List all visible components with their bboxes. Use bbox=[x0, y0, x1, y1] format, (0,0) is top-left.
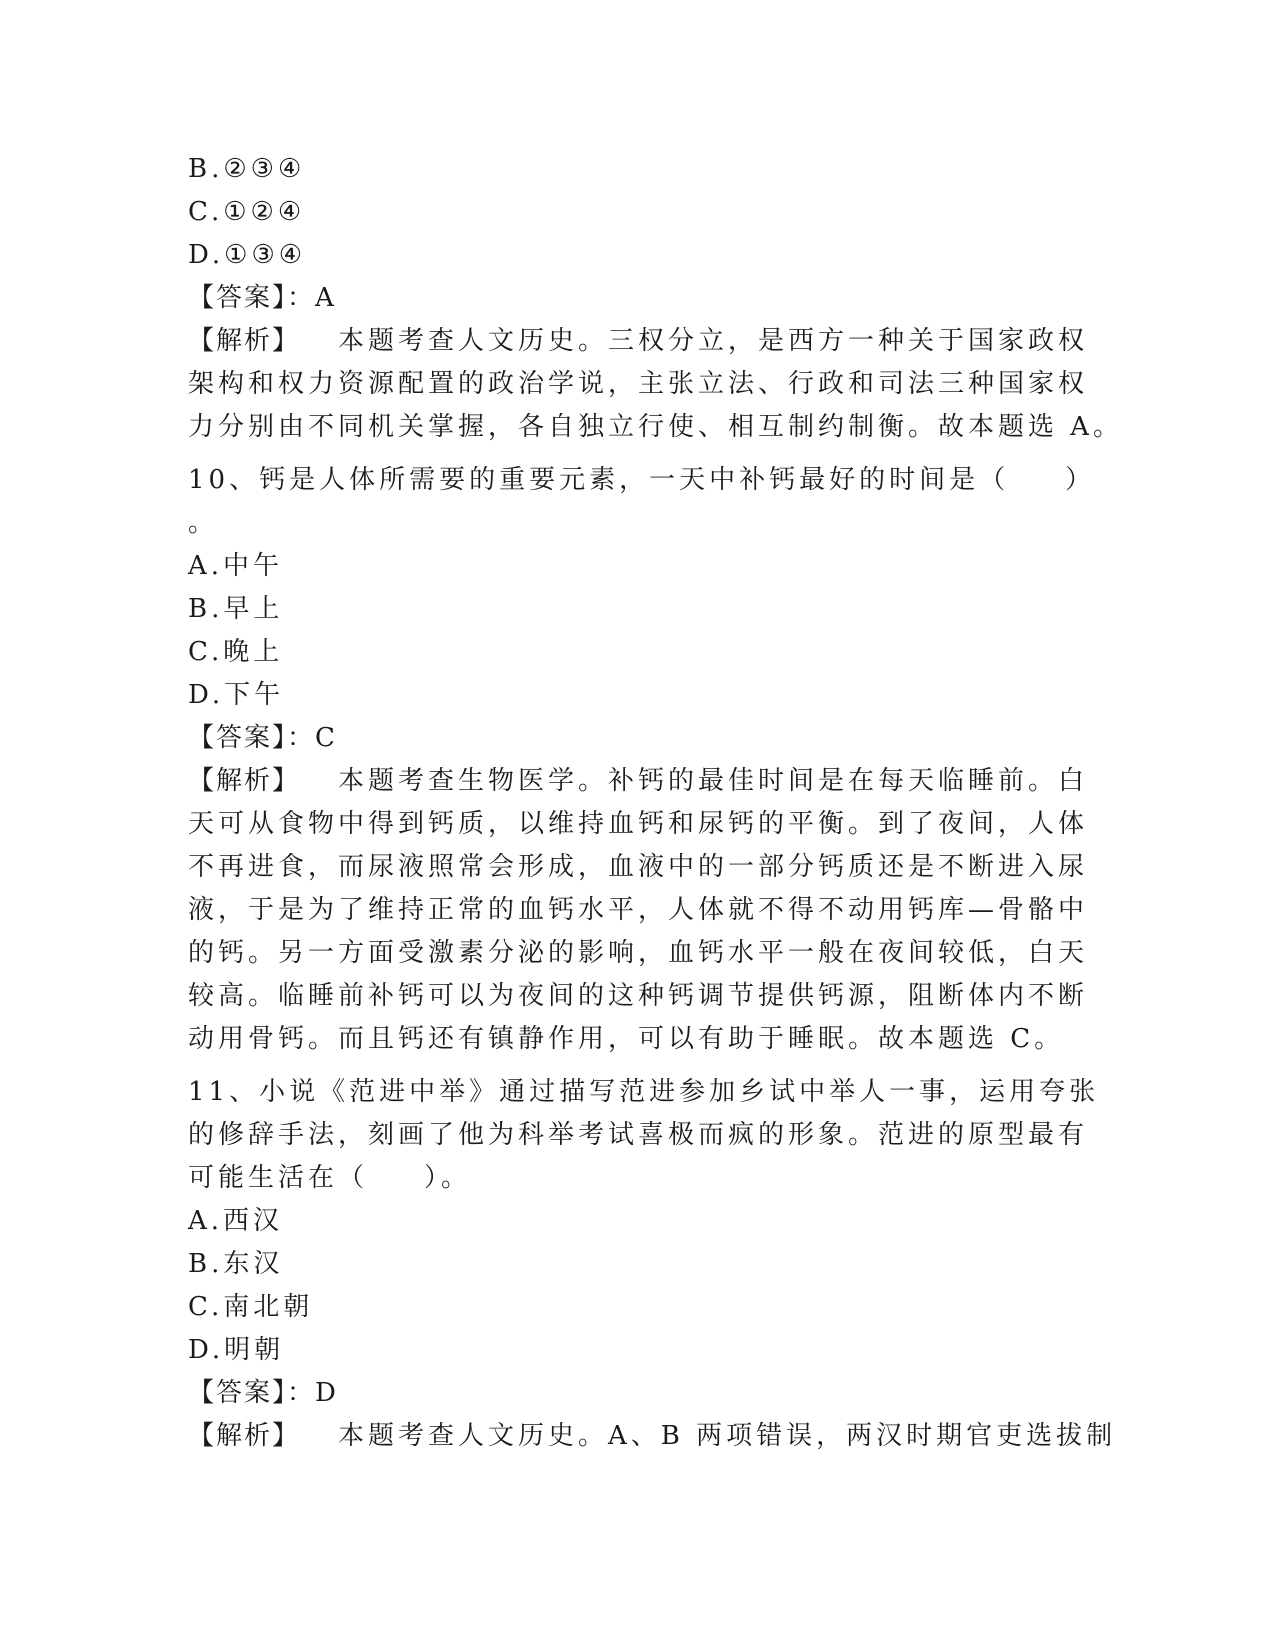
q11-analysis-line-1: 【解析】 本题考查人文历史。A、B 两项错误，两汉时期官吏选拔制 bbox=[188, 1421, 1117, 1451]
q11-question-line-3: 可能生活在（ ）。 bbox=[188, 1163, 472, 1193]
q9-option-c: C.①②④ bbox=[188, 197, 306, 227]
q11-answer bbox=[188, 1372, 1078, 1415]
q9-analysis-label: 【解析】 bbox=[188, 326, 301, 356]
q10-option-b: B.早上 bbox=[188, 594, 284, 624]
q11-answer-value: D bbox=[315, 1378, 340, 1408]
q11-option-b: B.东汉 bbox=[188, 1249, 284, 1279]
q9-answer bbox=[188, 277, 1078, 320]
q10-analysis-line-6: 较高。临睡前补钙可以为夜间的这种钙调节提供钙源，阻断体内不断 bbox=[188, 981, 1089, 1011]
q9-answer-label: 【答案】： bbox=[188, 283, 316, 313]
q11-option-d: D.明朝 bbox=[188, 1335, 285, 1365]
q9-analysis-line-1: 【解析】 本题考查人文历史。三权分立，是西方一种关于国家政权 bbox=[188, 326, 1089, 356]
q11-option-a: A.西汉 bbox=[188, 1206, 284, 1236]
q9-analysis-line-2: 架构和权力资源配置的政治学说，主张立法、行政和司法三种国家权 bbox=[188, 369, 1089, 399]
q10-analysis-line-5: 的钙。另一方面受激素分泌的影响，血钙水平一般在夜间较低，白天 bbox=[188, 938, 1089, 968]
q10-analysis-label: 【解析】 bbox=[188, 766, 301, 796]
q11-question-line-1: 11、小说《范进中举》通过描写范进参加乡试中举人一事，运用夸张 bbox=[188, 1077, 1100, 1107]
q10-option-a: A.中午 bbox=[188, 551, 284, 581]
q10-analysis-line-2: 天可从食物中得到钙质，以维持血钙和尿钙的平衡。到了夜间，人体 bbox=[188, 809, 1089, 839]
q9-answer-value: A bbox=[315, 283, 338, 313]
q11-question-line-2: 的修辞手法，刻画了他为科举考试喜极而疯的形象。范进的原型最有 bbox=[188, 1120, 1089, 1150]
q9-option-b: B.②③④ bbox=[188, 154, 306, 184]
document-page bbox=[188, 148, 1124, 1458]
q10-answer-value: C bbox=[315, 723, 339, 753]
q10-analysis-line-4: 液，于是为了维持正常的血钙水平，人体就不得不动用钙库—骨骼中 bbox=[188, 895, 1089, 925]
q11-answer-label: 【答案】： bbox=[188, 1378, 316, 1408]
q11-analysis-label: 【解析】 bbox=[188, 1421, 301, 1451]
q10-option-d: D.下午 bbox=[188, 680, 285, 710]
q9-analysis-line-3: 力分别由不同机关掌握，各自独立行使、相互制约制衡。故本题选 A。 bbox=[188, 412, 1124, 442]
q10-analysis-line-7: 动用骨钙。而且钙还有镇静作用，可以有助于睡眠。故本题选 C。 bbox=[188, 1024, 1065, 1054]
q11-option-c: C.南北朝 bbox=[188, 1292, 314, 1322]
q9-option-d: D.①③④ bbox=[188, 240, 307, 270]
q10-analysis-line-3: 不再进食，而尿液照常会形成，血液中的一部分钙质还是不断进入尿 bbox=[188, 852, 1089, 882]
q10-answer bbox=[188, 717, 1078, 760]
q10-question-end: 。 bbox=[188, 508, 219, 538]
q10-answer-label: 【答案】： bbox=[188, 723, 316, 753]
q10-option-c: C.晚上 bbox=[188, 637, 284, 667]
q10-question: 10、钙是人体所需要的重要元素，一天中补钙最好的时间是（ ） bbox=[188, 465, 1096, 495]
q10-analysis-line-1: 【解析】 本题考查生物医学。补钙的最佳时间是在每天临睡前。白 bbox=[188, 766, 1089, 796]
